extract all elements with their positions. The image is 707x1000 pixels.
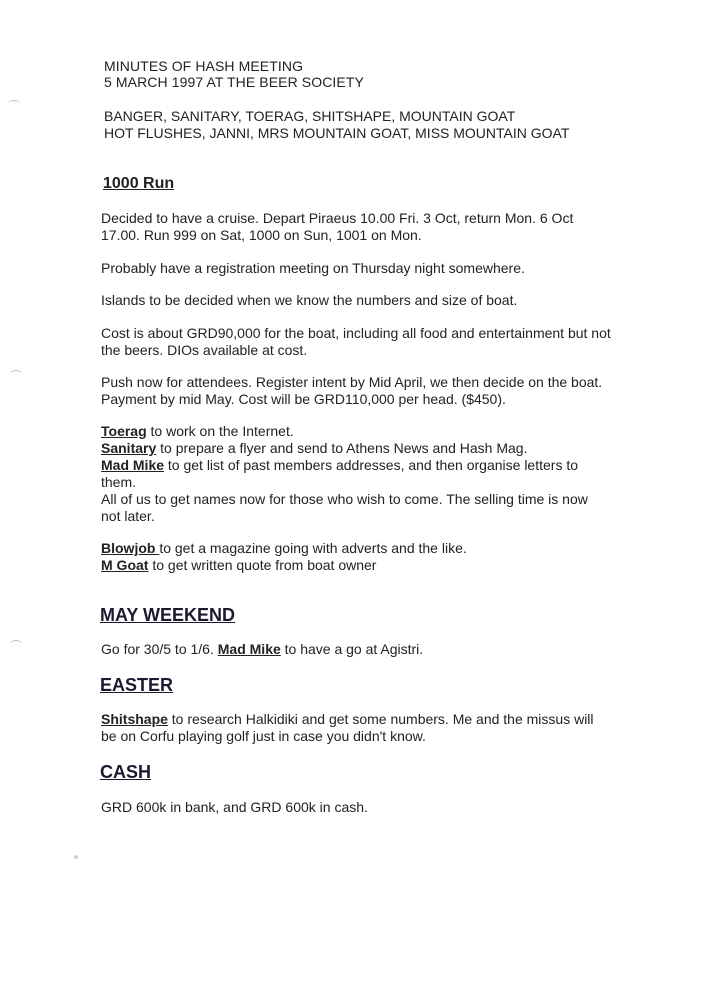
meeting-date-location: 5 MARCH 1997 AT THE BEER SOCIETY [104,74,364,90]
person-name: Mad Mike [101,457,165,473]
person-name: Blowjob [101,540,160,556]
cost-paragraph: Cost is about GRD90,000 for the boat, including all food and entertainment but not the beers. DIOs available at cost. [101,325,611,358]
scan-mark [10,640,22,647]
action-text: to prepare a flyer and send to Athens News and Hash Mag. [156,440,528,456]
attendees-line-2: HOT FLUSHES, JANNI, MRS MOUNTAIN GOAT, MISS MOUNTAIN GOAT [104,125,570,141]
minutes-title: MINUTES OF HASH MEETING [104,58,304,74]
action-items-block-2 [101,540,611,574]
section-heading-1000-run: 1000 Run [103,175,175,192]
easter-text: to research Halkidiki and get some numbers. Me and the missus will be on Corfu playing golf just in case you didn't know. [101,711,594,744]
scan-dot [74,855,78,859]
section-heading-easter: EASTER [100,675,174,695]
attendee-list [104,108,569,142]
action-item [101,423,611,440]
action-items-block [101,423,611,525]
cruise-paragraph: Decided to have a cruise. Depart Piraeus 10.00 Fri. 3 Oct, return Mon. 6 Oct 17.00. Run 999 on Sat, 1000 on Sun, 1001 on Mon. [101,210,574,243]
easter-paragraph [101,711,611,745]
action-text: to work on the Internet. [146,423,294,439]
islands-paragraph: Islands to be decided when we know the numbers and size of boat. [101,292,518,308]
action-text: to get a magazine going with adverts and the like. [159,540,467,556]
section-heading-cash: CASH [100,762,152,782]
minutes-header [104,58,364,90]
action-text: to get list of past members addresses, and then organise letters to them. [101,457,579,490]
action-item [101,457,611,491]
may-text-pre: Go for 30/5 to 1/6. [101,641,218,657]
person-name: Sanitary [101,440,157,456]
action-item [101,440,611,457]
person-name: Shitshape [101,711,168,727]
attendees-line-1: BANGER, SANITARY, TOERAG, SHITSHAPE, MOUNTAIN GOAT [104,108,516,124]
may-weekend-paragraph [101,641,611,658]
action-item [101,540,611,557]
action-item [101,557,611,574]
section-heading-may-weekend: MAY WEEKEND [100,605,236,625]
registration-paragraph: Probably have a registration meeting on Thursday night somewhere. [101,260,525,276]
action-item: All of us to get names now for those who wish to come. The selling time is now not later. [101,491,588,524]
cash-paragraph: GRD 600k in bank, and GRD 600k in cash. [101,799,368,815]
scan-mark [10,370,22,377]
person-name: Mad Mike [217,641,281,657]
attendees-push-paragraph: Push now for attendees. Register intent by Mid April, we then decide on the boat. Payment by mid May. Cost will be GRD110,000 per head. ($450). [101,374,603,407]
scan-mark [8,100,20,107]
person-name: M Goat [101,557,149,573]
person-name: Toerag [101,423,147,439]
action-text: to get written quote from boat owner [148,557,377,573]
may-text-post: to have a go at Agistri. [280,641,424,657]
